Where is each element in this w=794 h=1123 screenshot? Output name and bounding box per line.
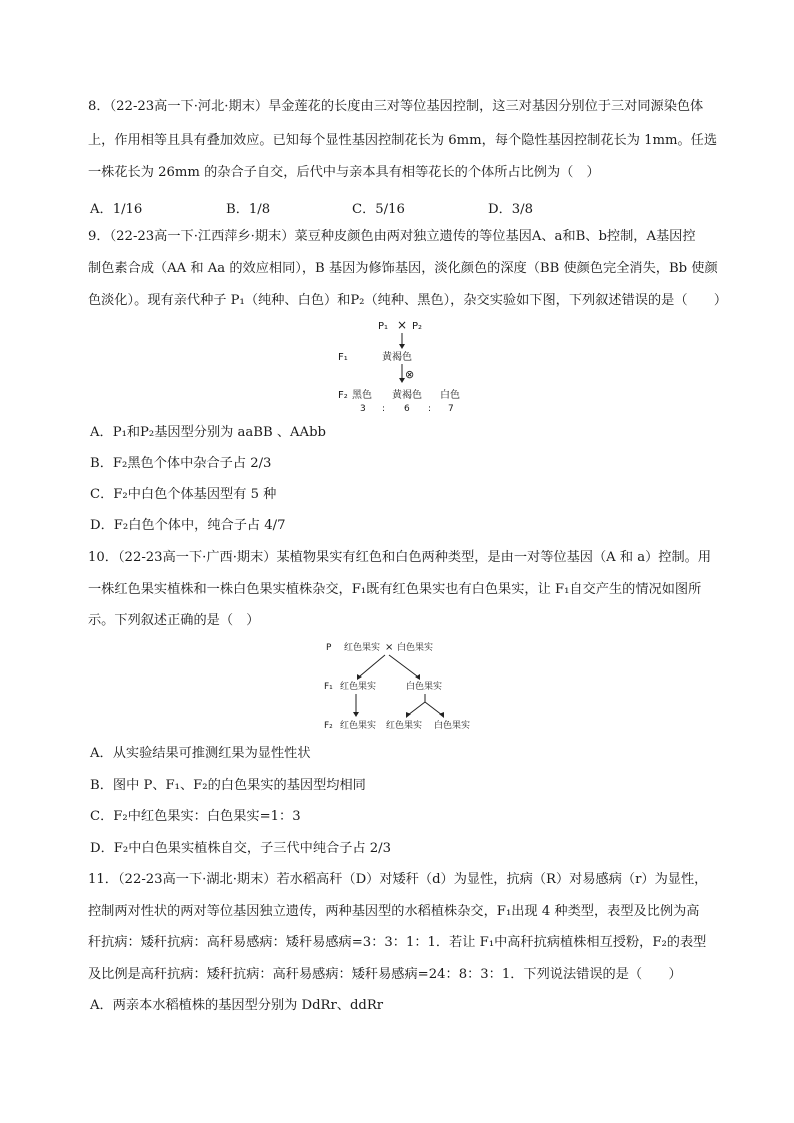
q10-line-3: 示。下列叙述正确的是（ ） xyxy=(88,613,260,628)
q10-f1-red: 红色果实 xyxy=(340,682,377,692)
q9-cross-diagram xyxy=(330,316,490,416)
q11-line-2: 控制两对性状的两对等位基因独立遗传，两种基因型的水稻植株杂交，F₁出现 4 种类型，表型及比例为高 xyxy=(88,904,700,919)
q10-option-a[interactable]: A．从实验结果可推测红果为显性性状 xyxy=(90,746,311,761)
q10-f2-red-2: 红色果实 xyxy=(386,721,423,731)
q11-line-4: 及比例是高秆抗病：矮秆抗病：高秆易感病：矮秆易感病=24：8：3：1．下列说法错误的是（ ） xyxy=(88,967,682,982)
q9-f2-white: 白色 xyxy=(440,390,460,401)
q10-line-2: 一株红色果实植株和一株白色果实植株杂交，F₁既有红色果实也有白色果实，让 F₁自交产生的情况如图所 xyxy=(88,582,702,597)
q10-f1-label: F₁ xyxy=(324,682,333,692)
q10-cross-diagram xyxy=(322,638,482,736)
q8-line-3: 一株花长为 26mm 的杂合子自交，后代中与亲本具有相等花长的个体所占比例为（ ） xyxy=(88,165,600,180)
q9-f1-value: 黄褐色 xyxy=(382,352,412,363)
q8-option-c[interactable]: C．5/16 xyxy=(352,202,405,217)
q10-p-label: P xyxy=(326,643,332,653)
q9-f2-black: 黑色 xyxy=(352,390,372,401)
q9-selfing-symbol: ⊗ xyxy=(405,368,415,381)
q10-p-red: 红色果实 xyxy=(344,643,381,653)
q9-ratio-1: 3 xyxy=(360,404,366,414)
q9-ratio-3: 7 xyxy=(448,404,454,414)
q8-option-b[interactable]: B．1/8 xyxy=(226,202,271,217)
q11-option-a[interactable]: A．两亲本水稻植株的基因型分别为 DdRr、ddRr xyxy=(90,998,384,1013)
q11-line-3: 秆抗病：矮秆抗病：高秆易感病：矮秆易感病=3：3：1：1．若让 F₁中高秆抗病植株相互授粉，F₂的表型 xyxy=(88,935,707,950)
q9-cross-sign: × xyxy=(397,318,408,332)
q10-f2-white: 白色果实 xyxy=(434,721,471,731)
q9-option-a[interactable]: A．P₁和P₂基因型分别为 aaBB 、AAbb xyxy=(90,425,326,440)
q9-ratio-sep-1: : xyxy=(382,404,386,414)
q9-line-2: 制色素合成（AA 和 Aa 的效应相同），B 基因为修饰基因，淡化颜色的深度（BB 使颜色完全消失，Bb 使颜 xyxy=(88,261,718,276)
q9-option-b[interactable]: B．F₂黑色个体中杂合子占 2/3 xyxy=(90,456,272,471)
q9-ratio-2: 6 xyxy=(404,404,410,414)
q9-f2-label: F₂ xyxy=(338,390,348,401)
q10-option-b[interactable]: B．图中 P、F₁、F₂的白色果实的基因型均相同 xyxy=(90,778,366,793)
q10-f2-red: 红色果实 xyxy=(340,721,377,731)
q10-cross-sign: × xyxy=(385,642,394,653)
q9-f1-label: F₁ xyxy=(338,352,348,363)
q9-p2: P₂ xyxy=(412,321,423,332)
q10-option-d[interactable]: D．F₂中白色果实植株自交，子三代中纯合子占 2/3 xyxy=(90,841,391,856)
q8-option-a[interactable]: A．1/16 xyxy=(90,202,143,217)
q10-f1-white: 白色果实 xyxy=(406,682,443,692)
q8-option-d[interactable]: D．3/8 xyxy=(488,202,533,217)
q9-ratio-sep-2: : xyxy=(428,404,432,414)
q11-line-1: 11．（22-23高一下·湖北·期末）若水稻高秆（D）对矮秆（d）为显性，抗病（R）对易感病（r）为显性， xyxy=(88,872,708,887)
q10-option-c[interactable]: C．F₂中红色果实：白色果实=1：3 xyxy=(90,809,301,824)
q9-f2-yellowbrown: 黄褐色 xyxy=(392,390,422,401)
q9-line-1: 9．（22-23高一下·江西萍乡·期末）菜豆种皮颜色由两对独立遗传的等位基因A、a和B、b控制，A基因控 xyxy=(88,229,696,244)
q8-line-1: 8．（22-23高一下·河北·期末）旱金莲花的长度由三对等位基因控制，这三对基因分别位于三对同源染色体 xyxy=(88,99,704,114)
q9-option-d[interactable]: D．F₂白色个体中，纯合子占 4/7 xyxy=(90,518,286,533)
q9-option-c[interactable]: C．F₂中白色个体基因型有 5 种 xyxy=(90,487,277,502)
q10-line-1: 10．（22-23高一下·广西·期末）某植物果实有红色和白色两种类型，是由一对等位基因（A 和 a）控制。用 xyxy=(88,550,712,565)
q8-line-2: 上，作用相等且具有叠加效应。已知每个显性基因控制花长为 6mm，每个隐性基因控制花长为 1mm。任选 xyxy=(88,133,718,148)
q9-p1: P₁ xyxy=(378,321,389,332)
q9-line-3: 色淡化）。现有亲代种子 P₁（纯种、白色）和P₂（纯种、黑色），杂交实验如下图，下列叙述错误的是（ ） xyxy=(88,293,728,308)
q8-options xyxy=(90,198,550,216)
q10-p-white: 白色果实 xyxy=(397,643,434,653)
q10-f2-label: F₂ xyxy=(324,721,333,731)
